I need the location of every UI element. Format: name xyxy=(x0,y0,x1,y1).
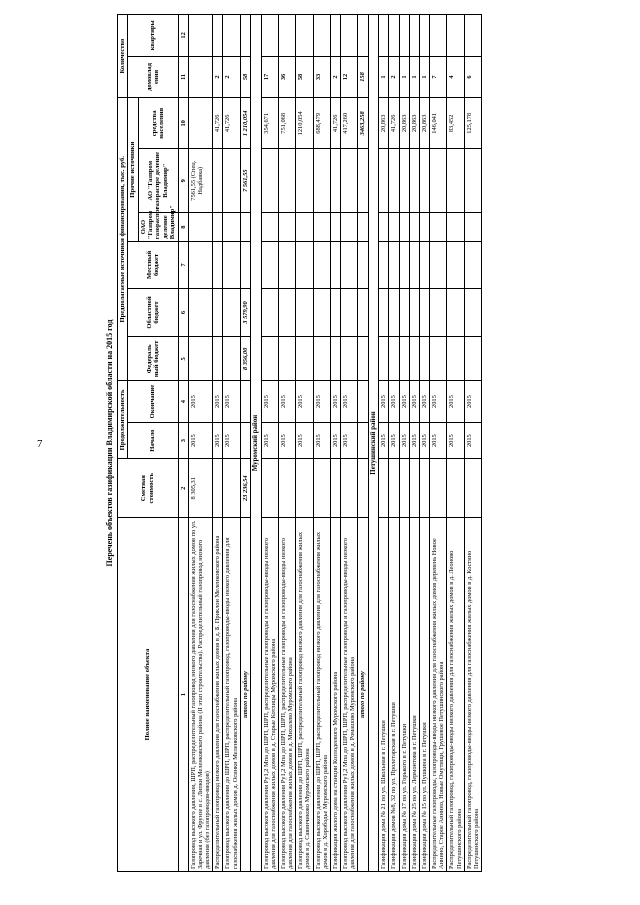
row-local xyxy=(223,242,240,288)
row-local xyxy=(399,242,409,288)
row-gtg xyxy=(464,212,481,241)
row-population: 146,041 xyxy=(430,98,447,149)
total-households: 58 xyxy=(240,56,250,98)
row-gtg xyxy=(296,212,313,241)
row-ao xyxy=(213,149,223,212)
row-local xyxy=(341,242,358,288)
row-federal xyxy=(419,337,429,381)
table-row xyxy=(313,15,330,872)
total-label: итого по району xyxy=(240,518,250,872)
row-population: 41,726 xyxy=(213,98,223,149)
row-start: 2015 xyxy=(330,422,340,459)
row-end: 2015 xyxy=(379,381,389,423)
col-number: 11 xyxy=(178,56,188,98)
row-cost xyxy=(464,459,481,518)
row-federal xyxy=(261,337,278,381)
row-start: 2015 xyxy=(464,422,481,459)
row-end: 2015 xyxy=(409,381,419,423)
table-row xyxy=(341,15,358,872)
table-row xyxy=(430,15,447,872)
row-regional xyxy=(313,288,330,337)
row-start: 2015 xyxy=(399,422,409,459)
header-other: Прочие источники xyxy=(128,98,138,242)
col-number: 5 xyxy=(178,337,188,381)
row-apartments xyxy=(330,15,340,57)
row-federal xyxy=(389,337,399,381)
row-apartments xyxy=(278,15,295,57)
row-end: 2015 xyxy=(313,381,330,423)
row-apartments xyxy=(419,15,429,57)
row-cost xyxy=(296,459,313,518)
row-end: 2015 xyxy=(389,381,399,423)
section-petushki: Петушинский район xyxy=(368,15,379,872)
row-regional xyxy=(278,288,295,337)
row-households: 58 xyxy=(296,56,313,98)
row-population xyxy=(188,98,213,149)
row-end: 2015 xyxy=(399,381,409,423)
row-apartments xyxy=(389,15,399,57)
row-ao xyxy=(341,149,358,212)
row-start: 2015 xyxy=(278,422,295,459)
row-local xyxy=(278,242,295,288)
header-local: Местный бюджет xyxy=(128,242,178,288)
table-row xyxy=(409,15,419,872)
row-ao xyxy=(389,149,399,212)
row-federal xyxy=(379,337,389,381)
row-federal xyxy=(330,337,340,381)
total-label: итого по району xyxy=(358,518,368,872)
row-regional xyxy=(296,288,313,337)
row-federal xyxy=(399,337,409,381)
row-start: 2015 xyxy=(261,422,278,459)
row-name: Газификация дома № 17 по ул. Горького в г. Петушки xyxy=(399,518,409,872)
row-cost: 8 305,31 xyxy=(188,459,213,518)
header-federal: Федераль ный бюджет xyxy=(128,337,178,381)
row-ao xyxy=(261,149,278,212)
table-row xyxy=(464,15,481,872)
row-ao xyxy=(379,149,389,212)
row-local xyxy=(213,242,223,288)
table-title: Перечень объектов газификации Владимирской области на 2015 год xyxy=(105,319,114,567)
header-gazprom-transgaz: ОАО "Газпром газораспре деление Владимир" xyxy=(138,212,178,241)
row-federal xyxy=(188,337,213,381)
col-number: 1 xyxy=(178,518,188,872)
row-regional xyxy=(188,288,213,337)
row-cost xyxy=(447,459,464,518)
row-gtg xyxy=(330,212,340,241)
row-name: Газификация дома № 15 по ул. Пушкина в г. Петушки xyxy=(419,518,429,872)
col-number: 8 xyxy=(178,212,188,241)
row-local xyxy=(464,242,481,288)
row-start: 2015 xyxy=(430,422,447,459)
row-local xyxy=(313,242,330,288)
row-local xyxy=(409,242,419,288)
row-regional xyxy=(419,288,429,337)
row-households: 7 xyxy=(430,56,447,98)
header-regional: Областной бюджет xyxy=(128,288,178,337)
row-start: 2015 xyxy=(447,422,464,459)
row-ao xyxy=(430,149,447,212)
total-row-region1 xyxy=(240,15,250,872)
gasification-table xyxy=(106,14,482,872)
row-population: 688,479 xyxy=(313,98,330,149)
row-cost xyxy=(341,459,358,518)
col-number: 7 xyxy=(178,242,188,288)
row-start: 2015 xyxy=(223,422,240,459)
row-ao xyxy=(419,149,429,212)
row-end: 2015 xyxy=(447,381,464,423)
row-start: 2015 xyxy=(419,422,429,459)
row-gtg xyxy=(379,212,389,241)
col-number: 3 xyxy=(178,422,188,459)
col-number: 10 xyxy=(178,98,188,149)
row-population: 20,863 xyxy=(399,98,409,149)
row-end: 2015 xyxy=(188,381,213,423)
row-name: Газопровод высокого давления до ШРП, ШРП, распределительный газопровод низкого давления для газоснабжения жилых домов в д. Савинчиково Муромского района xyxy=(296,518,313,872)
row-cost xyxy=(313,459,330,518)
row-population: 1210,054 xyxy=(296,98,313,149)
row-apartments xyxy=(399,15,409,57)
header-cost: Сметная стоимость xyxy=(117,459,178,518)
row-apartments xyxy=(409,15,419,57)
row-apartments xyxy=(296,15,313,57)
total-population: 1 210,054 xyxy=(240,98,250,149)
col-number: 6 xyxy=(178,288,188,337)
table-row xyxy=(399,15,409,872)
row-federal xyxy=(430,337,447,381)
row-start: 2015 xyxy=(341,422,358,459)
row-gtg xyxy=(261,212,278,241)
row-federal xyxy=(213,337,223,381)
row-ao xyxy=(447,149,464,212)
row-households: 33 xyxy=(313,56,330,98)
row-gtg xyxy=(188,212,213,241)
row-apartments xyxy=(261,15,278,57)
row-population: 83,452 xyxy=(447,98,464,149)
row-households xyxy=(188,56,213,98)
row-cost xyxy=(330,459,340,518)
row-name: Газификация жилого дома на станции Козлодеевого Муромского района xyxy=(330,518,340,872)
row-cost xyxy=(389,459,399,518)
row-households: 12 xyxy=(341,56,358,98)
total-ao: 7 561,55 xyxy=(240,149,250,212)
row-local xyxy=(419,242,429,288)
total-cost: 23 236,54 xyxy=(240,459,250,518)
row-apartments xyxy=(223,15,240,57)
row-households: 4 xyxy=(447,56,464,98)
row-start: 2015 xyxy=(379,422,389,459)
row-regional xyxy=(399,288,409,337)
row-name: Газопровод высокого давления, ШРП, распределительный газопровод низкого давления для газоснабжения жилых домов по ул. Заречная и ул. Фрунзе в с. Липки Меленковского района (II этап строительства). Распределительный газопровод низкого давления (без газопроводов-вводов) xyxy=(188,518,213,872)
table-row xyxy=(379,15,389,872)
rows-petushki xyxy=(379,15,482,872)
col-number: 2 xyxy=(178,459,188,518)
row-households: 17 xyxy=(261,56,278,98)
row-cost xyxy=(278,459,295,518)
row-name: Распределительный газопровод, газопроводы-вводы низкого давления для газоснабжения жилых домов в д. Костино Петушинского района xyxy=(464,518,481,872)
row-cost xyxy=(419,459,429,518)
row-regional xyxy=(409,288,419,337)
row-end: 2015 xyxy=(419,381,429,423)
row-start: 2015 xyxy=(409,422,419,459)
row-households: 2 xyxy=(330,56,340,98)
row-apartments xyxy=(313,15,330,57)
row-end: 2015 xyxy=(430,381,447,423)
row-gtg xyxy=(419,212,429,241)
row-federal xyxy=(313,337,330,381)
row-cost xyxy=(223,459,240,518)
row-gtg xyxy=(447,212,464,241)
row-gtg xyxy=(223,212,240,241)
row-local xyxy=(389,242,399,288)
col-number: 4 xyxy=(178,381,188,423)
row-gtg xyxy=(278,212,295,241)
row-ao xyxy=(296,149,313,212)
row-population: 20,863 xyxy=(409,98,419,149)
total-regional: 3 579,90 xyxy=(240,288,250,337)
row-local xyxy=(330,242,340,288)
row-households: 2 xyxy=(223,56,240,98)
row-cost xyxy=(430,459,447,518)
row-ao xyxy=(399,149,409,212)
row-federal xyxy=(223,337,240,381)
row-end: 2015 xyxy=(341,381,358,423)
row-ao: 7561,55 (Спец. Надбавка) xyxy=(188,149,213,212)
row-apartments xyxy=(188,15,213,57)
table-row xyxy=(213,15,223,872)
row-name: Газификация дома № 21 по ул. Школьная в г. Петушки xyxy=(379,518,389,872)
row-name: Газопровод высокого давления до ШРП, ШРП, распределительный газопровод, газопроводы-вводы низкого давления для газоснабжения жилых домов д. Осинки Меленковского района xyxy=(223,518,240,872)
row-gtg xyxy=(213,212,223,241)
row-end: 2015 xyxy=(464,381,481,423)
row-apartments xyxy=(464,15,481,57)
row-gtg xyxy=(389,212,399,241)
row-cost xyxy=(399,459,409,518)
header-end: Окончание xyxy=(128,381,178,423)
row-end: 2015 xyxy=(213,381,223,423)
row-ao xyxy=(313,149,330,212)
row-population: 20,863 xyxy=(379,98,389,149)
row-name: Газопровод высокого давления Ру1,2 Мпа до ШРП, ШРП, распределительные газопроводы и газопроводы-вводы низкого давления для газоснабжения жилых домов в д. Ромашово Муромского района xyxy=(341,518,358,872)
header-sources: Предполагаемые источники финансирования, тыс. руб. xyxy=(117,98,127,381)
row-regional xyxy=(261,288,278,337)
row-local xyxy=(447,242,464,288)
row-local xyxy=(261,242,278,288)
row-regional xyxy=(341,288,358,337)
table-row xyxy=(447,15,464,872)
row-population: 41,726 xyxy=(330,98,340,149)
row-federal xyxy=(464,337,481,381)
row-population: 125,178 xyxy=(464,98,481,149)
row-local xyxy=(379,242,389,288)
header-quantity: Количество xyxy=(117,15,127,98)
row-cost xyxy=(213,459,223,518)
row-end: 2015 xyxy=(278,381,295,423)
row-cost xyxy=(261,459,278,518)
row-regional xyxy=(213,288,223,337)
row-regional xyxy=(447,288,464,337)
row-population: 41,726 xyxy=(223,98,240,149)
row-name: Газопровод высокого давления Ру1,2 Мпа до ШРП, ШРП, распределительные газопроводы и газопроводы-вводы низкого давления для газоснабжения жилых домов в д. Старые Котлицы Муромского района xyxy=(261,518,278,872)
header-households: домовлад ения xyxy=(128,56,178,98)
row-households: 36 xyxy=(278,56,295,98)
row-local xyxy=(430,242,447,288)
row-federal xyxy=(278,337,295,381)
row-start: 2015 xyxy=(389,422,399,459)
row-households: 2 xyxy=(389,56,399,98)
row-apartments xyxy=(379,15,389,57)
rows-murom xyxy=(261,15,358,872)
row-households: 1 xyxy=(409,56,419,98)
row-apartments xyxy=(213,15,223,57)
row-ao xyxy=(330,149,340,212)
col-number: 12 xyxy=(178,15,188,57)
row-regional xyxy=(389,288,399,337)
table-row xyxy=(261,15,278,872)
header-start: Начало xyxy=(128,422,178,459)
table-row xyxy=(278,15,295,872)
table-row xyxy=(389,15,399,872)
row-federal xyxy=(447,337,464,381)
row-name: Распределительные газопроводы, газопроводы-вводы низкого давления для газоснабжения жилых домов деревень Новое Аннино, Старое Аннино, Новые Омутищи, Грушевое Петушинского района xyxy=(430,518,447,872)
table-row xyxy=(419,15,429,872)
row-population: 354,671 xyxy=(261,98,278,149)
row-ao xyxy=(409,149,419,212)
row-local xyxy=(188,242,213,288)
total-row-murom xyxy=(358,15,368,872)
row-regional xyxy=(464,288,481,337)
row-name: Газопровод высокого давления Ру1,2 Мпа до ШРП, ШРП, распределительные газопроводы и газопроводы-вводы низкого давления для газоснабжения жилых домов в д. Михалево Муромского района xyxy=(278,518,295,872)
table-row xyxy=(223,15,240,872)
row-end: 2015 xyxy=(296,381,313,423)
total-households: 158 xyxy=(358,56,368,98)
row-households: 6 xyxy=(464,56,481,98)
header-duration: Продолжительность xyxy=(117,381,127,459)
table-row xyxy=(188,15,213,872)
row-ao xyxy=(223,149,240,212)
page-number: 7 xyxy=(37,438,43,450)
row-households: 1 xyxy=(379,56,389,98)
row-start: 2015 xyxy=(213,422,223,459)
row-start: 2015 xyxy=(313,422,330,459)
total-population: 3463,258 xyxy=(358,98,368,149)
row-federal xyxy=(296,337,313,381)
row-ao xyxy=(278,149,295,212)
row-name: Газификация дома № 25 по ул. Лермонтова в г. Петушки xyxy=(409,518,419,872)
table-row xyxy=(330,15,340,872)
row-end: 2015 xyxy=(223,381,240,423)
row-end: 2015 xyxy=(330,381,340,423)
header-ao-gazprom: АО "Газпром газораспре деление Владимир" xyxy=(138,149,178,212)
row-households: 1 xyxy=(399,56,409,98)
row-cost xyxy=(409,459,419,518)
row-ao xyxy=(464,149,481,212)
row-end: 2015 xyxy=(261,381,278,423)
row-federal xyxy=(341,337,358,381)
row-regional xyxy=(379,288,389,337)
header-apartments: квартиры xyxy=(128,15,178,57)
row-cost xyxy=(379,459,389,518)
row-apartments xyxy=(447,15,464,57)
row-federal xyxy=(409,337,419,381)
header-population: средства населения xyxy=(138,98,178,149)
row-population: 41,726 xyxy=(389,98,399,149)
header-name: Полное наименование объекта xyxy=(117,518,178,872)
row-gtg xyxy=(409,212,419,241)
row-apartments xyxy=(430,15,447,57)
row-population: 751,068 xyxy=(278,98,295,149)
col-number: 9 xyxy=(178,149,188,212)
row-name: Распределительный газопровод низкого давления для газоснабжения жилых домов в д. Б. Приклон Меленковского района xyxy=(213,518,223,872)
rows-region1 xyxy=(188,15,240,872)
row-households: 2 xyxy=(213,56,223,98)
table-row xyxy=(296,15,313,872)
row-name: Газопровод высокого давления до ШРП, ШРП, распределительный газопровод низкого давления для газоснабжения жилых домов в д. Хорободье Муромского района xyxy=(313,518,330,872)
row-name: Газификация домов №8, 32 по ул. Пролетарская в г. Петушки xyxy=(389,518,399,872)
total-federal: 8 356,00 xyxy=(240,337,250,381)
row-population: 417,260 xyxy=(341,98,358,149)
row-start: 2015 xyxy=(296,422,313,459)
row-gtg xyxy=(313,212,330,241)
row-gtg xyxy=(341,212,358,241)
row-local xyxy=(296,242,313,288)
row-name: Распределительный газопровод, газопроводы-вводы низкого давления для газоснабжения жилых домов в д. Леоново Петушинского района xyxy=(447,518,464,872)
row-population: 20,863 xyxy=(419,98,429,149)
row-households: 1 xyxy=(419,56,429,98)
section-murom: Муромский район xyxy=(250,15,261,872)
row-regional xyxy=(223,288,240,337)
row-gtg xyxy=(430,212,447,241)
row-gtg xyxy=(399,212,409,241)
rotated-sheet xyxy=(106,14,574,872)
row-regional xyxy=(330,288,340,337)
row-regional xyxy=(430,288,447,337)
row-apartments xyxy=(341,15,358,57)
row-start: 2015 xyxy=(188,422,213,459)
